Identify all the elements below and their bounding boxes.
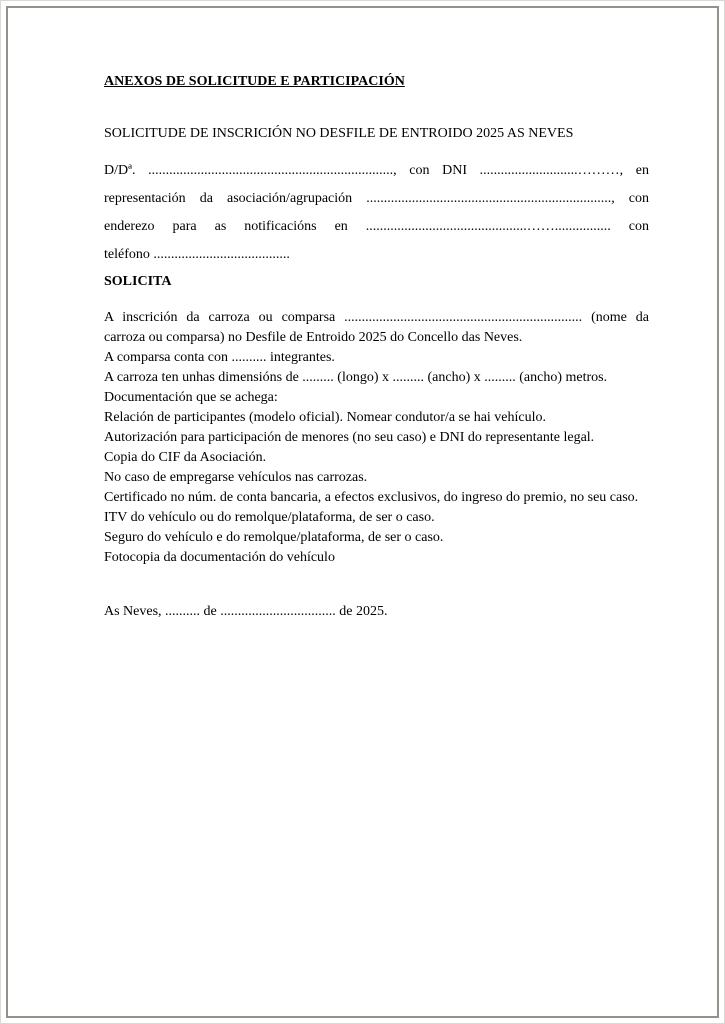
request-line: A carroza ten unhas dimensións de ......... (longo) x ......... (ancho) x ......... (ancho) metros. [104, 370, 608, 385]
request-line: Relación de participantes (modelo oficial). Nomear condutor/a se hai vehículo. [104, 410, 547, 425]
document-content [104, 72, 649, 622]
closing-date-line: As Neves, .......... de ................................. de 2025. [104, 604, 388, 619]
request-line: Copia do CIF da Asociación. [104, 450, 267, 465]
intro-line: teléfono ....................................... [104, 247, 290, 262]
request-line: Autorización para participación de menores (no seu caso) e DNI do representante legal. [104, 430, 595, 445]
request-line: A comparsa conta con .......... integrantes. [104, 350, 335, 365]
request-line: Certificado no núm. de conta bancaria, a efectos exclusivos, do ingreso do premio, no seu caso. [104, 490, 639, 505]
intro-line: D/Dª. ......................................................................, con DNI ............................………, en [104, 163, 649, 178]
request-line: ITV do vehículo ou do remolque/plataforma, de ser o caso. [104, 510, 435, 525]
document-title: ANEXOS DE SOLICITUDE E PARTICIPACIÓN [104, 74, 405, 89]
solicita-heading: SOLICITA [104, 274, 172, 289]
intro-line: enderezo para as notificacións en ..............................................……................ con [104, 219, 649, 234]
form-title: SOLICITUDE DE INSCRICIÓN NO DESFILE DE ENTROIDO 2025 AS NEVES [104, 126, 574, 141]
request-line: A inscrición da carroza ou comparsa .................................................................... (nome da [104, 310, 649, 325]
request-line: carroza ou comparsa) no Desfile de Entroido 2025 do Concello das Neves. [104, 330, 523, 345]
request-list [104, 308, 649, 568]
request-line: Fotocopia da documentación do vehículo [104, 550, 335, 565]
intro-line: representación da asociación/agrupación ......................................................................, con [104, 191, 649, 206]
request-line: No caso de empregarse vehículos nas carrozas. [104, 470, 368, 485]
request-line: Documentación que se achega: [104, 390, 278, 405]
intro-paragraph [104, 157, 649, 269]
request-line: Seguro do vehículo e do remolque/plataforma, de ser o caso. [104, 530, 444, 545]
